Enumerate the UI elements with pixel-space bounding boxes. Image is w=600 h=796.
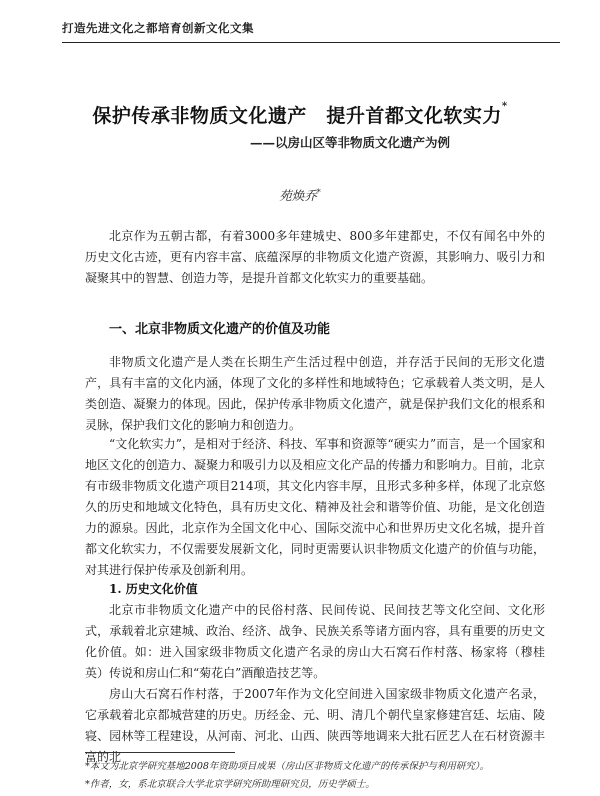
paragraph-3: 北京市非物质文化遗产中的民俗村落、民间传说、民间技艺等文化空间、文化形式，承载着北京建城、政治、经济、战争、民族关系等诸方面内容，具有重要的历史文化价值。如：进入国家级非物质文化遗产名录的房山大石窝石作村落、杨家将（穆桂英）传说和房山仁和“菊花白”酒酿造技艺等。 bbox=[85, 603, 545, 680]
subsection-heading-1: 1. 历史文化价值 bbox=[109, 582, 198, 596]
paragraph-1: 非物质文化遗产是人类在长期生产生活过程中创造，并存活于民间的无形文化遗产，具有丰富的文化内涵，体现了文化的多样性和地域特色；它承载着人类文明，是人类创造、凝聚力的体现。因此，保护传承非物质文化遗产，就是保护我们文化的根系和灵脉，保护我们文化的影响力和创造力。 bbox=[85, 355, 545, 432]
footnote-2: *作者，女，系北京联合大学北京学研究所助理研究员，历史学硕士。 bbox=[85, 779, 375, 790]
paragraph-2: “文化软实力”，是相对于经济、科技、军事和资源等“硬实力”而言，是一个国家和地区文化的创造力、凝聚力和吸引力以及相应文化产品的传播力和影响力。目前，北京有市级非物质文化遗产项目214项，其文化内容丰厚，且形式多种多样，体现了北京悠久的历史和地域文化特色，具有历史文化、精神及社会和谐等价值、功能，是文化创造力的源泉。因此，北京作为全国文化中心、国际交流中心和世界历史文化名城，提升首都文化软实力，不仅需要发展新文化，同时更需要认识非物质文化遗产的价值与功能，对其进行保护传承及创新利用。 bbox=[85, 437, 545, 577]
intro-paragraph: 北京作为五朝古都，有着3000多年建城史、800多年建都史，不仅有闻名中外的历史文化古迹，更有内容丰富、底蕴深厚的非物质文化遗产资源，其影响力、吸引力和凝聚其中的智慧、创造力等，是提升首都文化软实力的重要基础。 bbox=[85, 229, 545, 285]
title-footnote-mark: * bbox=[501, 101, 508, 112]
author-name: 苑焕乔 bbox=[279, 188, 317, 203]
paper-subtitle: ——以房山区等非物质文化遗产为例 bbox=[250, 135, 451, 150]
paragraph-4: 房山大石窝石作村落，于2007年作为文化空间进入国家级非物质文化遗产名录，它承载着北京都城营建的历史。历经金、元、明、清几个朝代皇家修建宫廷、坛庙、陵寝、园林等工程建设，从河南、河北、山西、陕西等地调来大批石匠艺人在石材资源丰富的北 bbox=[85, 687, 545, 764]
paper-title bbox=[0, 101, 600, 128]
footnote-rule bbox=[85, 752, 235, 753]
section-heading-1: 一、北京非物质文化遗产的价值及功能 bbox=[109, 322, 331, 337]
author bbox=[0, 186, 600, 204]
title-text: 保护传承非物质文化遗产 提升首都文化软实力 bbox=[92, 105, 502, 127]
author-footnote-mark: * bbox=[316, 187, 321, 197]
header-rule bbox=[62, 42, 560, 43]
running-header: 打造先进文化之都培育创新文化文集 bbox=[62, 21, 254, 35]
footnote-1: *本文为北京学研究基地2008年资助项目成果（房山区非物质文化遗产的传承保护与利用研究）。 bbox=[85, 761, 490, 772]
